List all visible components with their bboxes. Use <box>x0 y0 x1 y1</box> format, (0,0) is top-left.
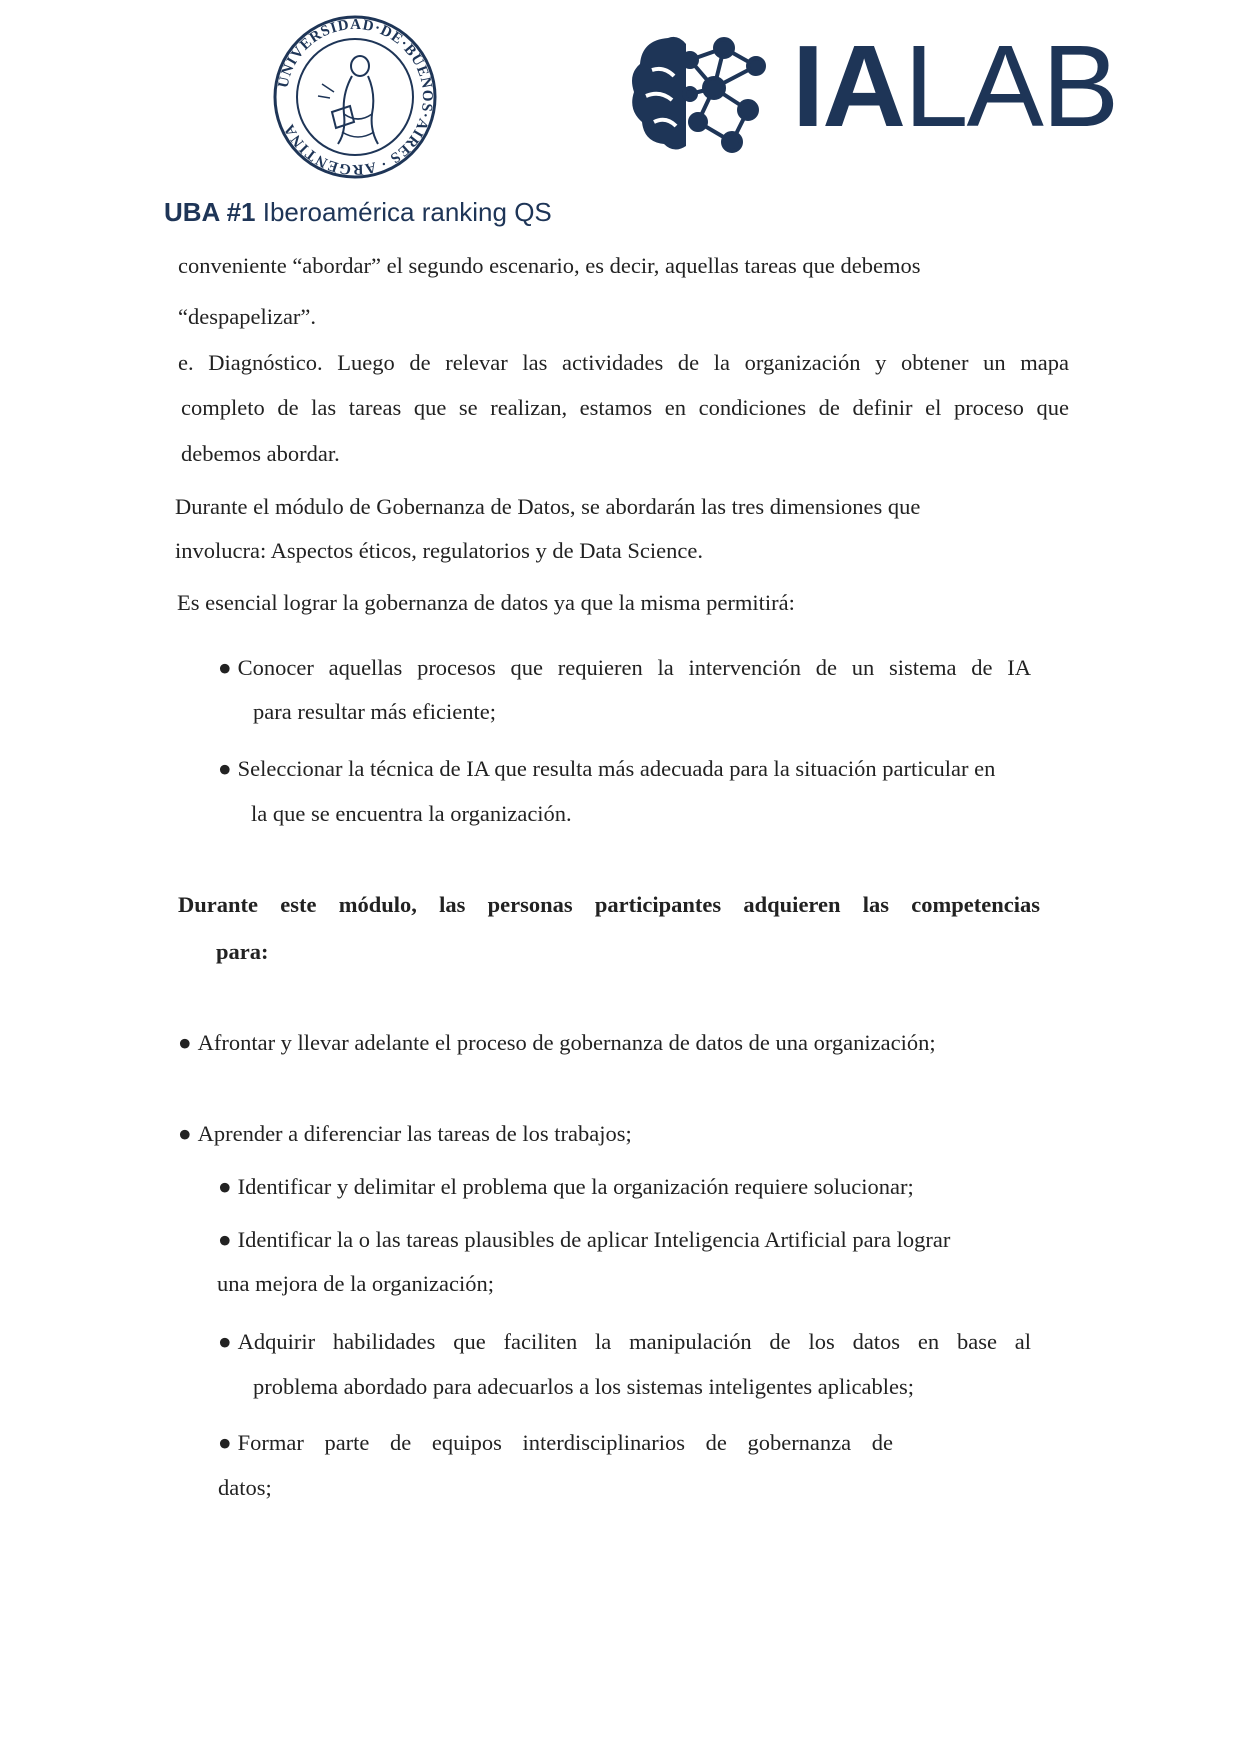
list-item: ● Formar parte de equipos interdisciplinarios de gobernanza de <box>218 1430 893 1455</box>
gobernanza-line: Durante el módulo de Gobernanza de Datos, se abordarán las tres dimensiones que <box>175 494 921 519</box>
list-item-continuation: una mejora de la organización; <box>217 1271 494 1296</box>
list-item: ● Seleccionar la técnica de IA que resulta más adecuada para la situación particular en <box>218 756 996 781</box>
list-item: ● Identificar y delimitar el problema que la organización requiere solucionar; <box>218 1174 914 1199</box>
competencias-heading: Durante este módulo, las personas participantes adquieren las competencias <box>178 892 1040 917</box>
list-item: ● Aprender a diferenciar las tareas de los trabajos; <box>178 1121 632 1146</box>
list-item-continuation: problema abordado para adecuarlos a los sistemas inteligentes aplicables; <box>253 1374 915 1399</box>
bullet-icon: ● <box>178 1030 192 1055</box>
gobernanza-line: involucra: Aspectos éticos, regulatorios y de Data Science. <box>175 538 703 563</box>
ialab-logo-text: IALAB <box>792 21 1118 151</box>
list-item: ● Adquirir habilidades que faciliten la manipulación de los datos en base al <box>218 1329 1031 1354</box>
bullet-icon: ● <box>218 655 232 680</box>
diagnostico-line: debemos abordar. <box>181 441 340 466</box>
ranking-tagline: UBA #1 Iberoamérica ranking QS <box>164 197 552 227</box>
bullet-icon: ● <box>218 756 232 781</box>
university-seal-logo <box>272 14 438 180</box>
paragraph-line: conveniente “abordar” el segundo escenario, es decir, aquellas tareas que debemos <box>178 253 921 278</box>
list-item-continuation: para resultar más eficiente; <box>253 699 496 724</box>
bullet-icon: ● <box>178 1121 192 1146</box>
list-item-continuation: la que se encuentra la organización. <box>251 801 572 826</box>
diagnostico-line: e. Diagnóstico. Luego de relevar las actividades de la organización y obtener un mapa <box>178 350 1069 375</box>
essential-line: Es esencial lograr la gobernanza de datos ya que la misma permitirá: <box>177 590 795 615</box>
ialab-brain-icon <box>628 30 770 156</box>
bullet-icon: ● <box>218 1430 232 1455</box>
competencias-heading: para: <box>216 939 269 964</box>
paragraph-line: “despapelizar”. <box>178 304 317 329</box>
list-item: ● Identificar la o las tareas plausibles de aplicar Inteligencia Artificial para lograr <box>218 1227 951 1252</box>
bullet-icon: ● <box>218 1174 232 1199</box>
bullet-icon: ● <box>218 1227 232 1252</box>
diagnostico-line: completo de las tareas que se realizan, estamos en condiciones de definir el proceso que <box>181 395 1069 420</box>
list-item: ● Afrontar y llevar adelante el proceso de gobernanza de datos de una organización; <box>178 1030 936 1055</box>
list-item: ● Conocer aquellas procesos que requieren la intervención de un sistema de IA <box>218 655 1031 680</box>
bullet-icon: ● <box>218 1329 232 1354</box>
list-item-continuation: datos; <box>218 1475 272 1500</box>
svg-text:UNIVERSIDAD·DE·BUENOS·AIRES ·: UNIVERSIDAD·DE·BUENOS·AIRES · ARGENTINA <box>275 16 436 178</box>
